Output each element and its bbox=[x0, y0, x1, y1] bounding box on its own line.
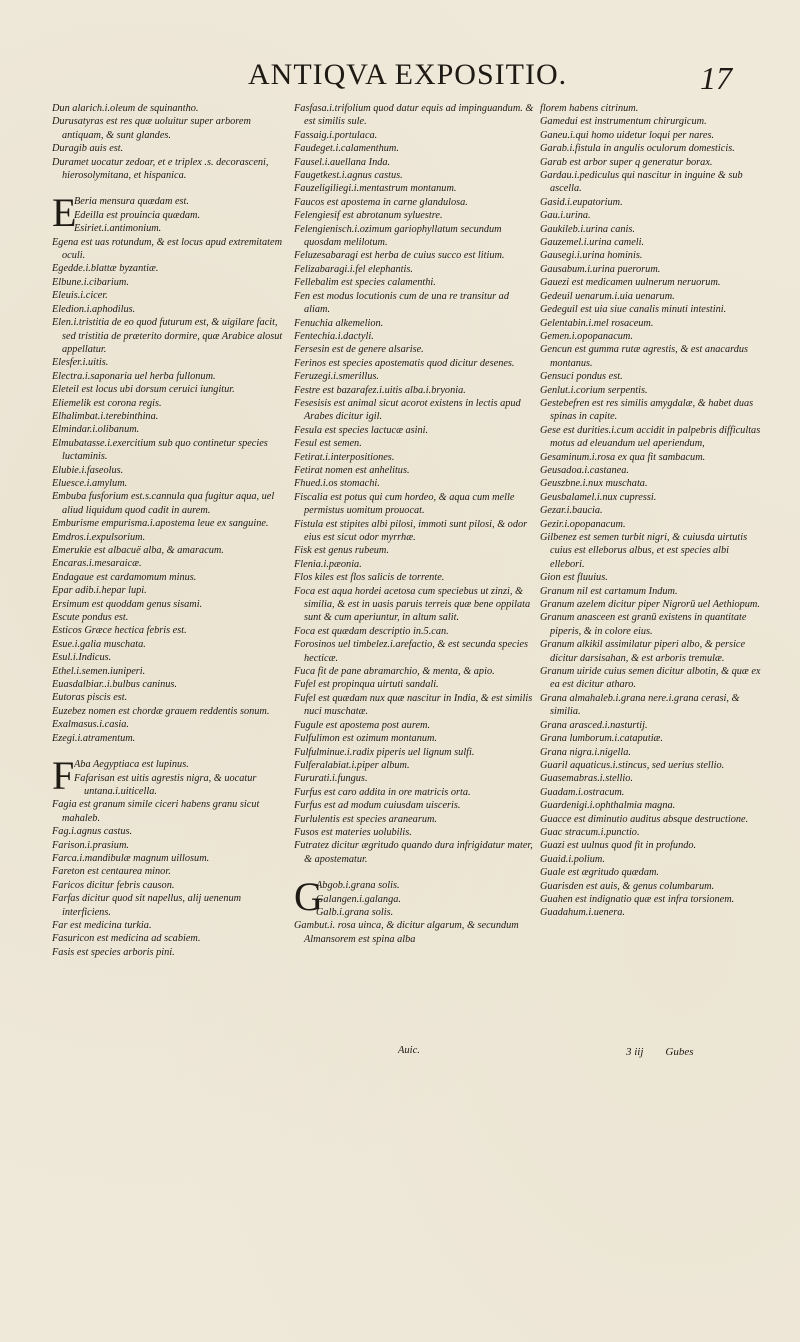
dictionary-entry: Futratez dicitur ægritudo quando dura infrigidatur mater, & apostematur. bbox=[294, 840, 533, 865]
dictionary-entry: Gensuci pondus est. bbox=[540, 371, 623, 383]
dictionary-entry: Flenia.i.pæonia. bbox=[294, 558, 362, 570]
col2-entries bbox=[294, 102, 534, 866]
dictionary-entry: Fetirat.i.interpositiones. bbox=[294, 451, 395, 463]
dictionary-entry: Gauzemel.i.urina cameli. bbox=[540, 237, 645, 249]
dictionary-entry: Gardau.i.pediculus qui nascitur in inguine & sub ascella. bbox=[540, 170, 743, 195]
dictionary-entry: Ezegi.i.atramentum. bbox=[52, 732, 136, 744]
dictionary-entry: Fhued.i.os stomachi. bbox=[294, 478, 380, 490]
dictionary-entry: Escute pondus est. bbox=[52, 612, 129, 624]
dictionary-entry: Felengienisch.i.ozimum gariophyllatum secundum quosdam melilotum. bbox=[294, 223, 502, 249]
dictionary-entry: Guaril aquaticus.i.stincus, sed uerius stellio. bbox=[540, 759, 725, 771]
dictionary-entry: Gemen.i.opopanacum. bbox=[540, 330, 633, 342]
dictionary-entry: Elesfer.i.uitis. bbox=[52, 357, 109, 369]
dictionary-entry: Duragib auis est. bbox=[52, 143, 124, 155]
dictionary-entry: Gezir.i.opopanacum. bbox=[540, 518, 626, 530]
page-number: 17 bbox=[700, 60, 732, 96]
dictionary-entry: Faudeget.i.calamenthum. bbox=[294, 143, 399, 155]
dictionary-entry: Felengiesif est abrotanum syluestre. bbox=[294, 210, 443, 222]
dictionary-entry: Furlulentis est species aranearum. bbox=[294, 813, 437, 825]
dictionary-entry: Faugetkest.i.agnus castus. bbox=[294, 170, 403, 182]
dictionary-entry: Fesul est semen. bbox=[294, 438, 362, 450]
dictionary-entry: Fentechia.i.dactyli. bbox=[294, 330, 374, 342]
dictionary-entry: Foca est aqua hordei acetosa cum speciebus ut zinzi, & similia, & est in uasis paruis terreis quæ bene oppilata sunt & cum aperiuntur, in altum salit. bbox=[294, 585, 531, 624]
dictionary-entry: Eleteil est locus ubi dorsum ceruici iungitur. bbox=[52, 384, 235, 396]
dictionary-entry: Farfas dicitur quod sit napellus, alij uenenum interficiens. bbox=[52, 893, 242, 918]
dictionary-entry: Ganeu.i.qui homo uidetur loqui per nares. bbox=[540, 129, 715, 141]
dictionary-entry: Endagaue est cardamomum minus. bbox=[52, 571, 197, 583]
dictionary-entry: Fufel est quædam nux quæ nascitur in India, & est similis nuci muschatæ. bbox=[294, 692, 533, 718]
dictionary-entry: Fulferalabiat.i.piper album. bbox=[294, 759, 410, 771]
section-e-lead-entries bbox=[74, 195, 287, 235]
dictionary-entry: Esiriet.i.antimonium. bbox=[74, 223, 162, 235]
drop-cap-f: F bbox=[52, 753, 75, 799]
dictionary-entry: Embuba fusforium est.s.cannula qua fugitur aqua, uel aliud liquidum quod cadit in aurem. bbox=[52, 491, 275, 516]
dictionary-entry: Fesesisis est animal sicut acorot existens in lectis apud Arabes dicitur igil. bbox=[294, 397, 521, 423]
dictionary-entry: Fagia est granum simile ciceri habens granu sicut mahaleb. bbox=[52, 799, 260, 824]
dictionary-entry: Ferinos est species apostematis quod dicitur desenes. bbox=[294, 357, 515, 369]
dictionary-entry: Gedeguil est uia siue canalis minuti intestini. bbox=[540, 304, 727, 316]
dictionary-entry: Fareton est centaurea minor. bbox=[52, 866, 171, 878]
dictionary-entry: Eutoras piscis est. bbox=[52, 692, 128, 704]
dictionary-entry: Genlut.i.corium serpentis. bbox=[540, 384, 648, 396]
dictionary-entry: Gezar.i.baucia. bbox=[540, 505, 603, 517]
dictionary-entry: Emburisme empurisma.i.apostema leue ex sanguine. bbox=[52, 518, 269, 530]
col3-entries bbox=[540, 102, 762, 920]
dictionary-entry: Geuszbne.i.nux muschata. bbox=[540, 478, 648, 490]
dictionary-entry: Gestebefren est res similis amygdalæ, & habet duas spinas in capite. bbox=[540, 397, 754, 423]
dictionary-entry: Fellebalim est species calamenthi. bbox=[294, 277, 436, 289]
dictionary-entry: Fururati.i.fungus. bbox=[294, 773, 368, 785]
dictionary-entry: Faricos dicitur febris causon. bbox=[52, 879, 175, 891]
dictionary-entry: Gasid.i.eupatorium. bbox=[540, 196, 623, 208]
catchword: Gubes bbox=[665, 1046, 694, 1058]
dictionary-entry: florem habens citrinum. bbox=[540, 103, 639, 114]
dictionary-entry: Feluzesabaragi est herba de cuius succo est litium. bbox=[294, 250, 505, 262]
dictionary-entry: Fen est modus locutionis cum de una re transitur ad aliam. bbox=[294, 290, 509, 316]
dictionary-entry: Granum anasceen est granū existens in quantitate piperis, & in colore eius. bbox=[540, 612, 747, 637]
dictionary-entry: Grana almahaleb.i.grana nere.i.grana cerasi, & similia. bbox=[540, 692, 740, 718]
dictionary-entry: Fasfasa.i.trifolium quod datur equis ad impinguandum. & est similis sule. bbox=[294, 103, 534, 128]
dictionary-entry: Electra.i.saponaria uel herba fullonum. bbox=[52, 370, 216, 382]
dictionary-entry: Faucos est apostema in carne glandulosa. bbox=[294, 196, 468, 208]
dictionary-entry: Forosinos uel timbelez.i.arefactio, & est secunda species hecticæ. bbox=[294, 639, 529, 664]
dictionary-entry: Eledion.i.aphodilus. bbox=[52, 303, 136, 315]
dictionary-entry: Guahen est indignatio quæ est infra torsionem. bbox=[540, 893, 735, 905]
dictionary-entry: Guadahum.i.uenera. bbox=[540, 907, 625, 919]
dictionary-entry: Fisk est genus rubeum. bbox=[294, 545, 389, 557]
dictionary-entry: Gencun est gumma rutæ agrestis, & est anacardus montanus. bbox=[540, 344, 749, 369]
dictionary-entry: Granum uiride cuius semen dicitur albotin, & quæ ex ea est dicitur atharo. bbox=[540, 666, 761, 691]
dictionary-entry: Farison.i.prasium. bbox=[52, 839, 129, 851]
section-g bbox=[294, 874, 534, 920]
dictionary-entry: Encaras.i.mesaraicæ. bbox=[52, 558, 142, 570]
dictionary-entry: Granum nil est cartamum Indum. bbox=[540, 585, 678, 597]
dictionary-entry: Guale est ægritudo quædam. bbox=[540, 867, 659, 879]
dictionary-entry: Durusatyras est res quæ uoluitur super arborem antiquam, & sunt glandes. bbox=[52, 116, 251, 141]
dictionary-entry: Egena est uas rotundum, & est locus apud extremitatem oculi. bbox=[52, 236, 283, 262]
dictionary-entry: Furfus est ad modum cuiusdam uisceris. bbox=[294, 800, 461, 812]
dictionary-entry: Gilbenez est semen turbit nigri, & cuiusda uirtutis cuius est elleborus albus, et est species albi ellebori. bbox=[540, 532, 748, 570]
dictionary-entry: Elen.i.tristitia de eo quod futurum est, & uigilare facit, sed tristitia de præterito dormire, quæ Arabice alosut appellatur. bbox=[52, 317, 283, 355]
section-gap bbox=[294, 866, 534, 879]
dictionary-entry: Elhalimbat.i.terebinthina. bbox=[52, 410, 159, 422]
dictionary-entry: Ethel.i.semen.iuniperi. bbox=[52, 665, 146, 677]
dictionary-entry: Far est medicina turkia. bbox=[52, 919, 152, 931]
dictionary-entry: Gelentabin.i.mel rosaceum. bbox=[540, 317, 654, 329]
dictionary-entry: Guac stracum.i.punctio. bbox=[540, 826, 640, 838]
dictionary-entry: Fasuricon est medicina ad scabiem. bbox=[52, 933, 201, 945]
dictionary-entry: Gion est fluuius. bbox=[540, 572, 608, 584]
dictionary-entry: Duramet uocatur zedoar, et e triplex .s. decorasceni, hierosolymitana, et hispanica. bbox=[52, 156, 269, 182]
dictionary-entry: Emerukie est albacuë alba, & amaracum. bbox=[52, 545, 224, 556]
section-f-lead-entries bbox=[74, 758, 287, 798]
dictionary-entry: Farca.i.mandibulæ magnum uillosum. bbox=[52, 852, 210, 864]
section-g-entries bbox=[294, 919, 534, 946]
dictionary-entry: Esue.i.galia muschata. bbox=[52, 638, 146, 650]
dictionary-entry: Guacce est diminutio auditus absque destructione. bbox=[540, 813, 749, 825]
dictionary-entry: Garab est arbor super q generatur borax. bbox=[540, 156, 713, 168]
dictionary-entry: Esul.i.Indicus. bbox=[52, 652, 112, 664]
drop-cap-e: E bbox=[52, 190, 77, 236]
dictionary-entry: Grana lumborum.i.cataputiæ. bbox=[540, 733, 663, 745]
dictionary-entry: Felizabaragi.i.fel elephantis. bbox=[294, 263, 413, 275]
dictionary-entry: Fiscalia est potus qui cum hordeo, & aqua cum melle permistus uomitum prouocat. bbox=[294, 491, 515, 517]
section-g-lead-entries bbox=[316, 879, 534, 919]
section-f-entries bbox=[52, 798, 287, 959]
dictionary-entry: Flos kiles est flos salicis de torrente. bbox=[294, 572, 445, 584]
dictionary-entry: Galangen.i.galanga. bbox=[316, 893, 401, 905]
dictionary-entry: Fistula est stipites albi pilosi, immoti sunt pilosi, & odor eius est sicut odor myrrhæ. bbox=[294, 518, 528, 543]
section-gap bbox=[52, 182, 287, 195]
column-2 bbox=[294, 102, 534, 946]
dictionary-entry: Epar adib.i.hepar lupi. bbox=[52, 585, 147, 597]
dictionary-entry: Eluesce.i.amylum. bbox=[52, 477, 128, 489]
drop-cap-g: G bbox=[294, 874, 323, 920]
dictionary-entry: Elmindar.i.olibanum. bbox=[52, 424, 140, 436]
dictionary-entry: Guarisden est auis, & genus columbarum. bbox=[540, 880, 715, 892]
column-3 bbox=[540, 102, 762, 920]
dictionary-entry: Gamedui est instrumentum chirurgicum. bbox=[540, 116, 707, 128]
dictionary-entry: Elbune.i.cibarium. bbox=[52, 276, 129, 288]
dictionary-entry: Granum alkikil assimilatur piperi albo, & persice dicitur darsisahan, & est arboris tremulæ. bbox=[540, 639, 746, 664]
dictionary-entry: Beria mensura quædam est. bbox=[74, 196, 189, 208]
dictionary-entry: Galb.i.grana solis. bbox=[316, 906, 394, 918]
dictionary-entry: Eliemelik est corona regis. bbox=[52, 397, 162, 409]
dictionary-entry: Guaid.i.polium. bbox=[540, 853, 605, 865]
dictionary-entry: Garab.i.fistula in angulis oculorum domesticis. bbox=[540, 143, 735, 155]
dictionary-entry: Guasemabras.i.stellio. bbox=[540, 773, 633, 785]
dictionary-entry: Fassaig.i.portulaca. bbox=[294, 129, 378, 141]
dictionary-entry: Eleuis.i.cicer. bbox=[52, 290, 108, 302]
dictionary-entry: Gau.i.urina. bbox=[540, 210, 591, 222]
dictionary-entry: Feruzegi.i.smerillus. bbox=[294, 371, 379, 383]
dictionary-entry: Fufel est propinqua uirtuti sandali. bbox=[294, 679, 439, 691]
dictionary-entry: Fulfulminue.i.radix piperis uel lignum sulfi. bbox=[294, 746, 475, 758]
col2-catchword: Auic. bbox=[398, 1045, 420, 1056]
dictionary-entry: Gauezi est medicamen uulnerum neruorum. bbox=[540, 277, 721, 289]
dictionary-entry: Emdros.i.expulsorium. bbox=[52, 531, 146, 543]
section-e-entries bbox=[52, 236, 287, 745]
section-e bbox=[52, 190, 287, 236]
dictionary-entry: Gambut.i. rosa uinca, & dicitur algarum, & secundum Almansorem est spina alba bbox=[294, 920, 519, 945]
dictionary-entry: Euzebez nomen est chordæ grauem reddentis sonum. bbox=[52, 705, 270, 717]
dictionary-entry: Exalmasus.i.casia. bbox=[52, 719, 129, 731]
dictionary-entry: Furfus est caro addita in ore matricis orta. bbox=[294, 786, 471, 798]
dictionary-entry: Guardenigi.i.ophthalmia magna. bbox=[540, 800, 676, 812]
dictionary-entry: Ersimum est quoddam genus sisami. bbox=[52, 598, 203, 610]
column-1 bbox=[52, 102, 287, 959]
dictionary-entry: Gausegi.i.urina hominis. bbox=[540, 250, 643, 262]
dictionary-entry: Gaukileb.i.urina canis. bbox=[540, 223, 635, 235]
dictionary-entry: Dun alarich.i.oleum de squinantho. bbox=[52, 103, 199, 114]
section-f bbox=[52, 753, 287, 799]
dictionary-entry: Gausabum.i.urina puerorum. bbox=[540, 263, 661, 275]
dictionary-entry: Fag.i.agnus castus. bbox=[52, 826, 133, 838]
dictionary-entry: Festre est bazarafez.i.uitis alba.i.bryonia. bbox=[294, 384, 466, 396]
dictionary-entry: Elmubatasse.i.exercitium sub quo continetur species luctaminis. bbox=[52, 437, 268, 463]
dictionary-entry: Fesula est species lactucæ asini. bbox=[294, 424, 429, 436]
signature-mark: 3 iij bbox=[626, 1046, 644, 1058]
dictionary-entry: Fersesin est de genere alsarise. bbox=[294, 344, 424, 356]
dictionary-entry: Egedde.i.blattæ byzantiæ. bbox=[52, 263, 159, 275]
dictionary-entry: Fuca fit de pane abramarchio, & menta, & apio. bbox=[294, 666, 495, 678]
dictionary-entry: Gesaminum.i.rosa ex qua fit sambacum. bbox=[540, 451, 706, 463]
dictionary-entry: Euasdalbiar..i.bulbus caninus. bbox=[52, 679, 178, 691]
col1-top-entries bbox=[52, 102, 287, 182]
dictionary-entry: Fugule est apostema post aurem. bbox=[294, 719, 431, 731]
dictionary-entry: Fetirat nomen est anhelitus. bbox=[294, 464, 410, 476]
dictionary-entry: Granum azelem dicitur piper Nigrorū uel Aethiopum. bbox=[540, 599, 760, 611]
dictionary-entry: Grana arasced.i.nasturtij. bbox=[540, 719, 648, 731]
dictionary-entry: Guadam.i.ostracum. bbox=[540, 786, 625, 798]
dictionary-entry: Foca est quædam descriptio in.5.can. bbox=[294, 625, 449, 637]
section-gap bbox=[52, 745, 287, 758]
dictionary-entry: Aba Aegyptiaca est lupinus. bbox=[74, 759, 189, 771]
dictionary-entry: Elubie.i.faseolus. bbox=[52, 464, 124, 476]
dictionary-entry: Abgob.i.grana solis. bbox=[316, 880, 400, 892]
dictionary-entry: Fafarisan est uitis agrestis nigra, & uocatur untana.i.uiticella. bbox=[74, 772, 257, 797]
dictionary-entry: Geusadoa.i.castanea. bbox=[540, 464, 629, 476]
dictionary-entry: Fausel.i.auellana Inda. bbox=[294, 156, 391, 168]
dictionary-entry: Fulfulimon est ozimum montanum. bbox=[294, 733, 438, 745]
dictionary-entry: Geusbalamel.i.nux cupressi. bbox=[540, 491, 657, 503]
dictionary-entry: Fusos est materies uolubilis. bbox=[294, 826, 412, 838]
footer-signature-line bbox=[626, 1046, 694, 1058]
dictionary-entry: Edeilla est prouincia quædam. bbox=[74, 209, 201, 221]
dictionary-entry: Gedeuil uenarum.i.uia uenarum. bbox=[540, 290, 675, 302]
dictionary-entry: Fenuchia alkemelion. bbox=[294, 317, 384, 329]
page-header-title: ANTIQVA EXPOSITIO. bbox=[248, 58, 568, 91]
dictionary-entry: Grana nigra.i.nigella. bbox=[540, 746, 631, 758]
dictionary-entry: Fauzeligiliegi.i.mentastrum montanum. bbox=[294, 183, 457, 195]
dictionary-entry: Fasis est species arboris pini. bbox=[52, 946, 175, 958]
dictionary-entry: Gese est durities.i.cum accidit in palpebris difficultas motus ad eleuandum uel aperiendum, bbox=[540, 424, 761, 450]
dictionary-entry: Esticos Græce hectica febris est. bbox=[52, 625, 187, 637]
dictionary-entry: Guazi est uulnus quod fit in profundo. bbox=[540, 840, 697, 852]
